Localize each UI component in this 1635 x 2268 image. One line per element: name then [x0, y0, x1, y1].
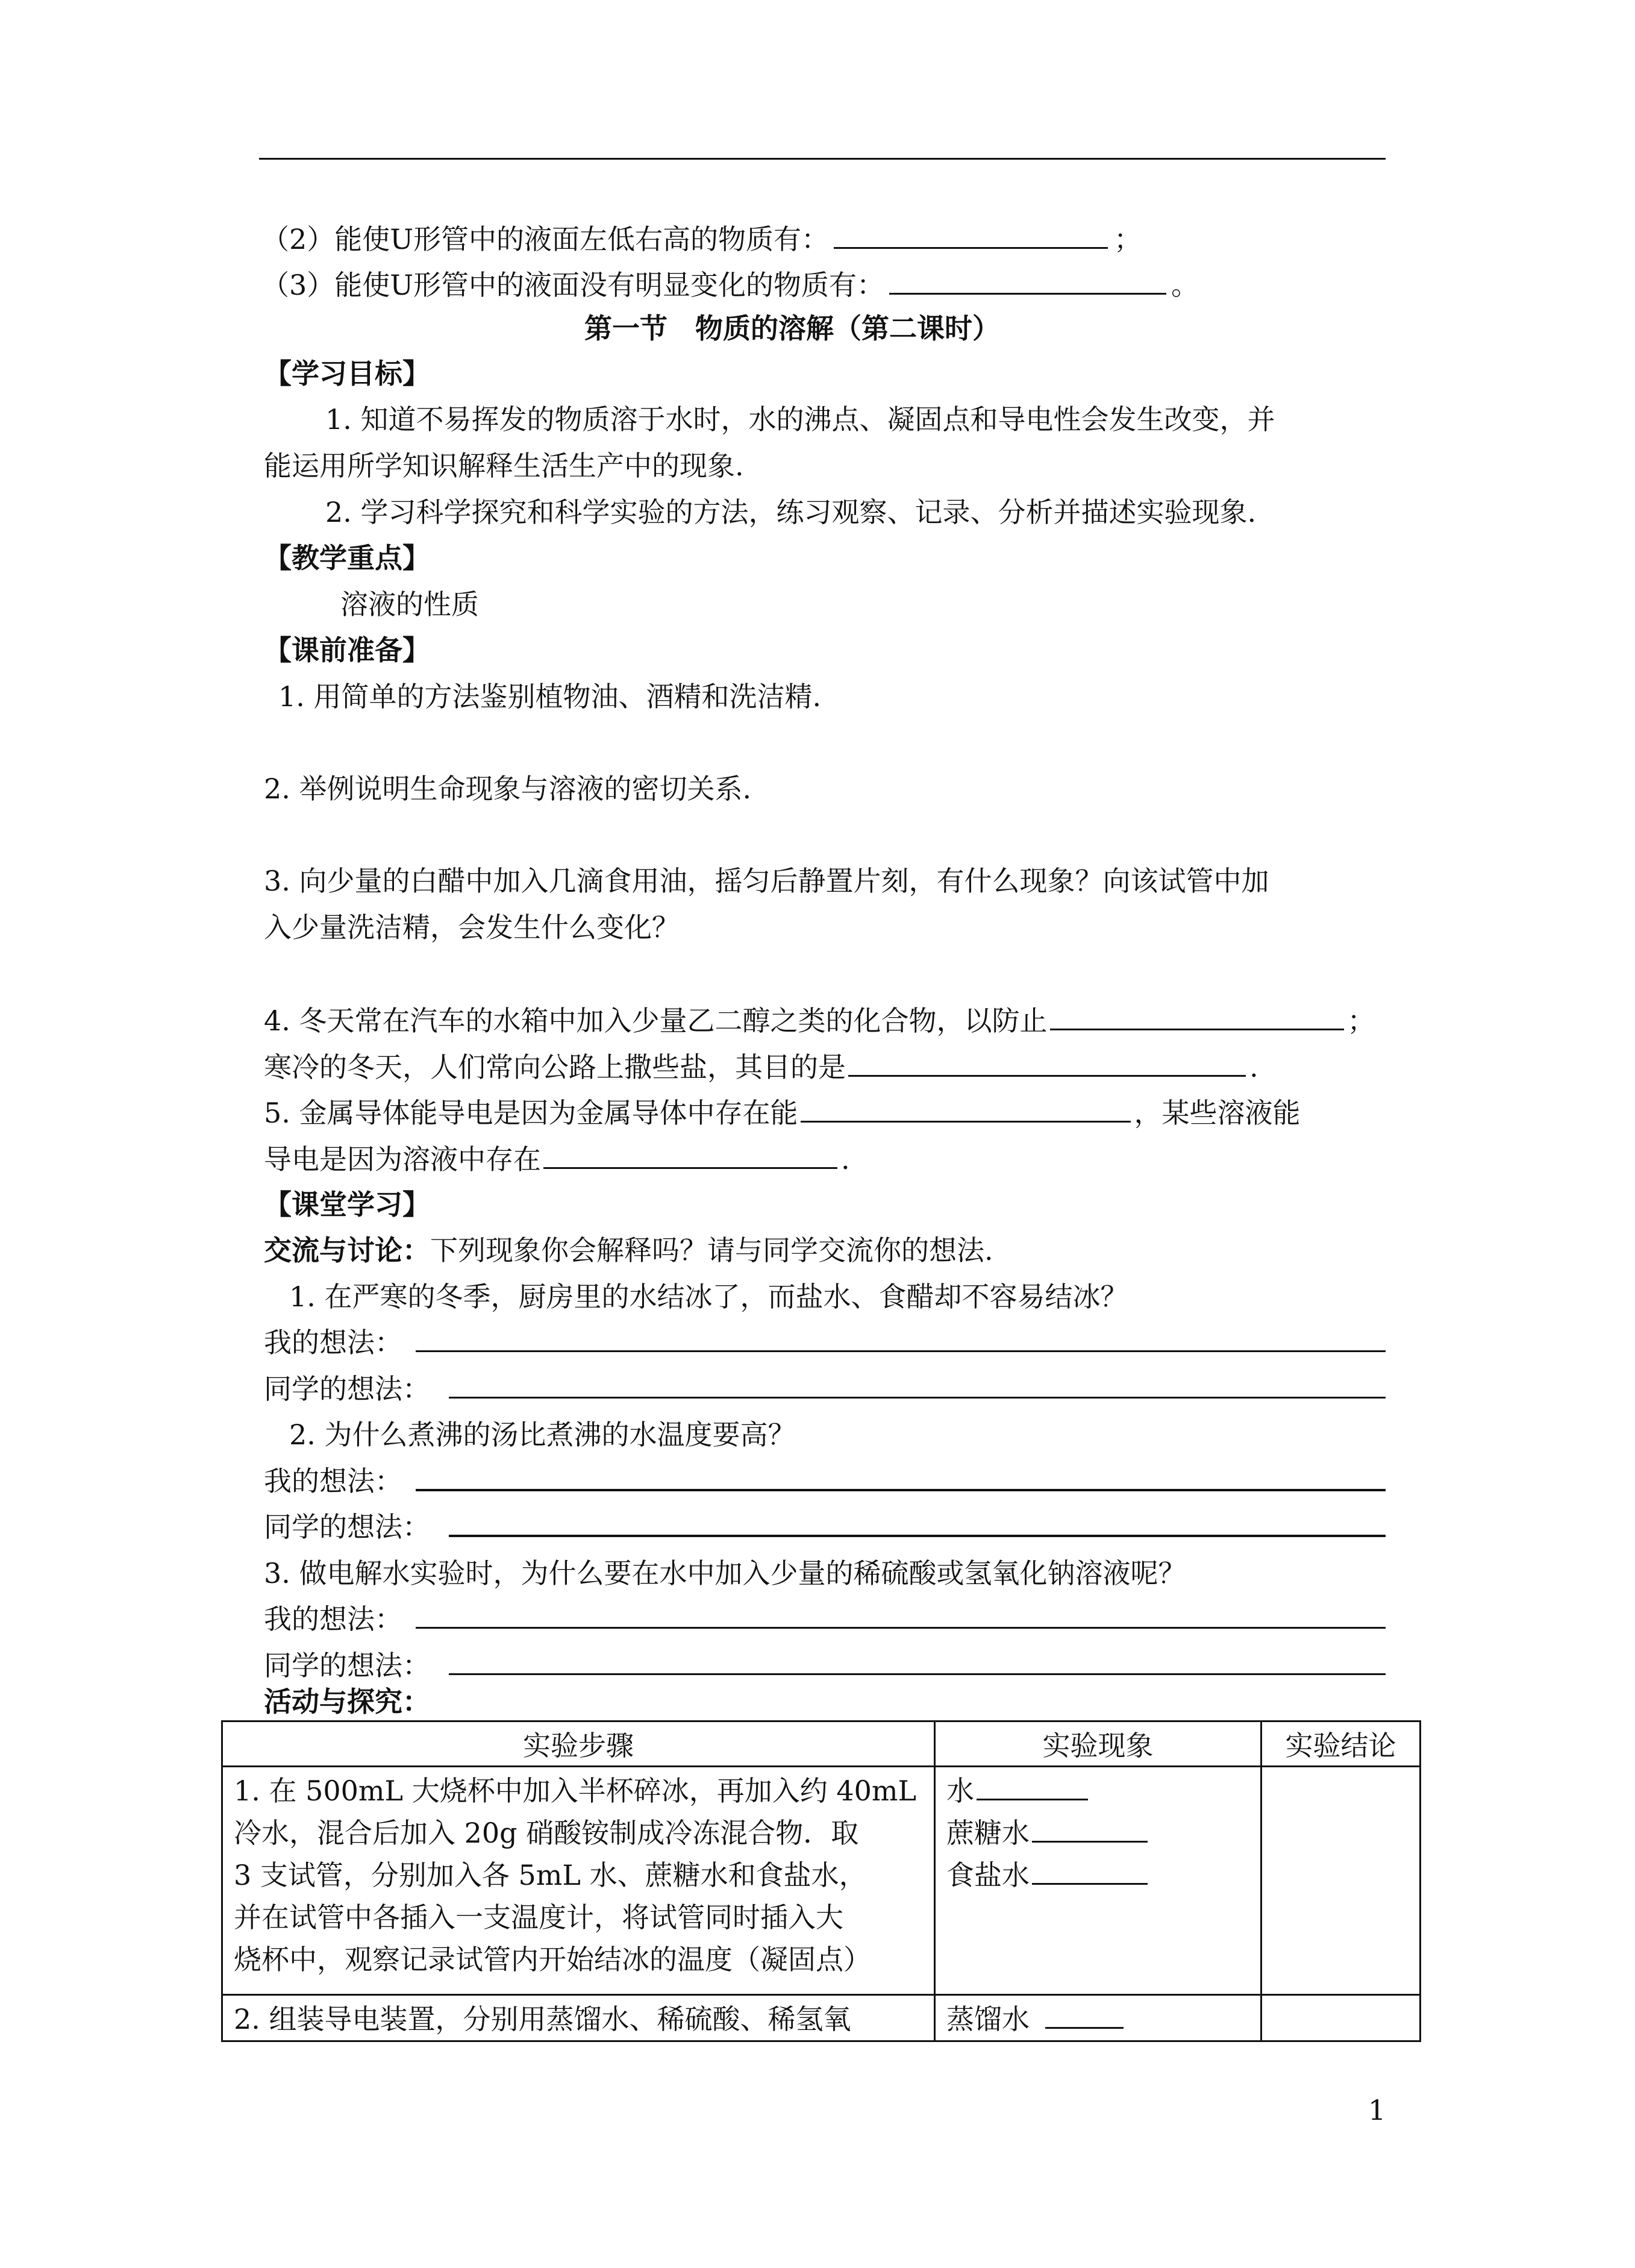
observation-water: 水	[946, 1770, 1249, 1812]
classmate-idea-label-2: 同学的想法：	[264, 1511, 430, 1543]
prep-question-5-blank-2[interactable]	[543, 1144, 837, 1169]
objective-1-line-1: 1. 知道不易挥发的物质溶于水时，水的沸点、凝固点和导电性会发生改变，并	[325, 403, 1275, 436]
prep-question-4-end-2: .	[1249, 1051, 1258, 1083]
classmate-idea-line-1[interactable]	[449, 1397, 1386, 1399]
objectives-heading: 【学习目标】	[264, 357, 430, 390]
prep-question-5-end-1: ，某些溶液能	[1134, 1097, 1301, 1129]
classmate-idea-label-1: 同学的想法：	[264, 1373, 430, 1405]
my-idea-line-1[interactable]	[416, 1350, 1386, 1352]
section-title: 第一节 物质的溶解（第二课时）	[584, 312, 1000, 345]
row-1-step-line: 并在试管中各插入一支温度计，将试管同时插入大	[234, 1901, 843, 1934]
row-1-step-line: 冷水，混合后加入 20g 硝酸铵制成冷冻混合物．取	[234, 1817, 859, 1849]
prep-question-4-end-1: ；	[1347, 1004, 1375, 1037]
discussion-question-3: 3. 做电解水实验时，为什么要在水中加入少量的稀硫酸或氢氧化钠溶液呢？	[264, 1557, 1186, 1590]
key-point-heading: 【教学重点】	[264, 542, 430, 574]
observation-distilled-water: 蒸馏水	[946, 1998, 1249, 2040]
header-line-2-suffix: ；	[1114, 223, 1142, 255]
prep-question-4-blank-1[interactable]	[1050, 1006, 1344, 1030]
objective-1-line-2: 能运用所学知识解释生活生产中的现象.	[264, 450, 744, 482]
prep-question-3-line-1: 3. 向少量的白醋中加入几滴食用油，摇匀后静置片刻，有什么现象？向该试管中加	[264, 865, 1269, 897]
prep-question-4-line-1	[264, 1006, 1375, 1035]
prep-question-5-line-1	[264, 1098, 1301, 1127]
header-rule	[259, 158, 1386, 160]
prep-question-4-blank-2[interactable]	[848, 1052, 1246, 1077]
classroom-heading: 【课堂学习】	[264, 1188, 430, 1221]
prep-question-5-line-2	[264, 1143, 850, 1176]
header-observations: 实验现象	[935, 1721, 1261, 1767]
observation-sugar-water: 蔗糖水	[946, 1812, 1249, 1854]
my-idea-line-2[interactable]	[416, 1489, 1386, 1491]
header-line-2-blank[interactable]	[834, 224, 1108, 249]
prep-heading: 【课前准备】	[264, 634, 430, 666]
table-row	[222, 1767, 1421, 1995]
observation-sugar-water-blank[interactable]	[1032, 1819, 1148, 1843]
page-number: 1	[1368, 2094, 1386, 2126]
table-header-row	[222, 1721, 1421, 1767]
prep-question-4-text: 4. 冬天常在汽车的水箱中加入少量乙二醇之类的化合物，以防止	[264, 1004, 1048, 1037]
my-idea-label-1: 我的想法：	[264, 1326, 402, 1359]
prep-question-5-blank-1[interactable]	[801, 1098, 1131, 1123]
my-idea-label-2: 我的想法：	[264, 1465, 402, 1497]
header-line-3-suffix: 。	[1171, 269, 1199, 301]
header-line-3-blank[interactable]	[889, 270, 1166, 295]
row-1-step-line: 3 支试管，分别加入各 5mL 水、蔗糖水和食盐水，	[234, 1859, 867, 1891]
table-row	[222, 1995, 1421, 2041]
row-2-conclusion[interactable]	[1261, 1995, 1421, 2041]
row-1-observations	[935, 1767, 1261, 1995]
header-line-2	[261, 224, 1142, 253]
header-steps: 实验步骤	[222, 1721, 935, 1767]
discussion-label: 交流与讨论：	[264, 1234, 430, 1267]
observation-salt-water-blank[interactable]	[1032, 1861, 1148, 1885]
observation-water-blank[interactable]	[977, 1777, 1088, 1800]
classmate-idea-label-3: 同学的想法：	[264, 1649, 430, 1682]
prep-question-1: 1. 用简单的方法鉴别植物油、酒精和洗洁精.	[278, 680, 822, 713]
prep-question-2: 2. 举例说明生命现象与溶液的密切关系.	[264, 772, 752, 805]
classmate-idea-line-2[interactable]	[449, 1535, 1386, 1537]
row-2-step-line: 2. 组装导电装置，分别用蒸馏水、稀硫酸、稀氢氧	[234, 2003, 851, 2035]
row-1-step-line: 1. 在 500mL 大烧杯中加入半杯碎冰，再加入约 40mL	[234, 1775, 917, 1807]
header-line-3	[261, 270, 1199, 299]
my-idea-line-3[interactable]	[416, 1627, 1386, 1629]
row-1-steps	[222, 1767, 935, 1995]
prep-question-5-text-2: 导电是因为溶液中存在	[264, 1143, 541, 1176]
activity-label: 活动与探究：	[264, 1685, 430, 1718]
objective-2: 2. 学习科学探究和科学实验的方法，练习观察、记录、分析并描述实验现象.	[325, 496, 1257, 528]
prep-question-4-text-2: 寒冷的冬天，人们常向公路上撒些盐，其目的是	[264, 1051, 846, 1083]
prep-question-3-line-2: 入少量洗洁精，会发生什么变化？	[264, 911, 680, 944]
row-2-steps	[222, 1995, 935, 2041]
prep-question-5-text: 5. 金属导体能导电是因为金属导体中存在能	[264, 1097, 798, 1129]
header-conclusions: 实验结论	[1261, 1721, 1421, 1767]
prep-question-5-end-2: .	[841, 1143, 850, 1176]
prep-question-4-line-2	[264, 1052, 1258, 1081]
observation-salt-water: 食盐水	[946, 1854, 1249, 1896]
observation-distilled-water-blank[interactable]	[1045, 2005, 1124, 2029]
discussion-line	[264, 1234, 993, 1267]
my-idea-label-3: 我的想法：	[264, 1603, 402, 1635]
header-line-3-text: （3）能使U形管中的液面没有明显变化的物质有：	[261, 269, 885, 301]
row-2-observations	[935, 1995, 1261, 2041]
classmate-idea-line-3[interactable]	[449, 1673, 1386, 1675]
discussion-text: 下列现象你会解释吗？请与同学交流你的想法.	[430, 1234, 993, 1267]
experiment-table	[221, 1720, 1421, 2042]
discussion-question-2: 2. 为什么煮沸的汤比煮沸的水温度要高？	[289, 1418, 796, 1451]
key-point-text: 溶液的性质	[340, 588, 479, 621]
header-line-2-text: （2）能使U形管中的液面左低右高的物质有：	[261, 223, 830, 255]
discussion-question-1: 1. 在严寒的冬季，厨房里的水结冰了，而盐水、食醋却不容易结冰？	[289, 1280, 1128, 1313]
row-1-conclusion[interactable]	[1261, 1767, 1421, 1995]
row-1-step-line: 烧杯中，观察记录试管内开始结冰的温度（凝固点）	[234, 1943, 871, 1976]
